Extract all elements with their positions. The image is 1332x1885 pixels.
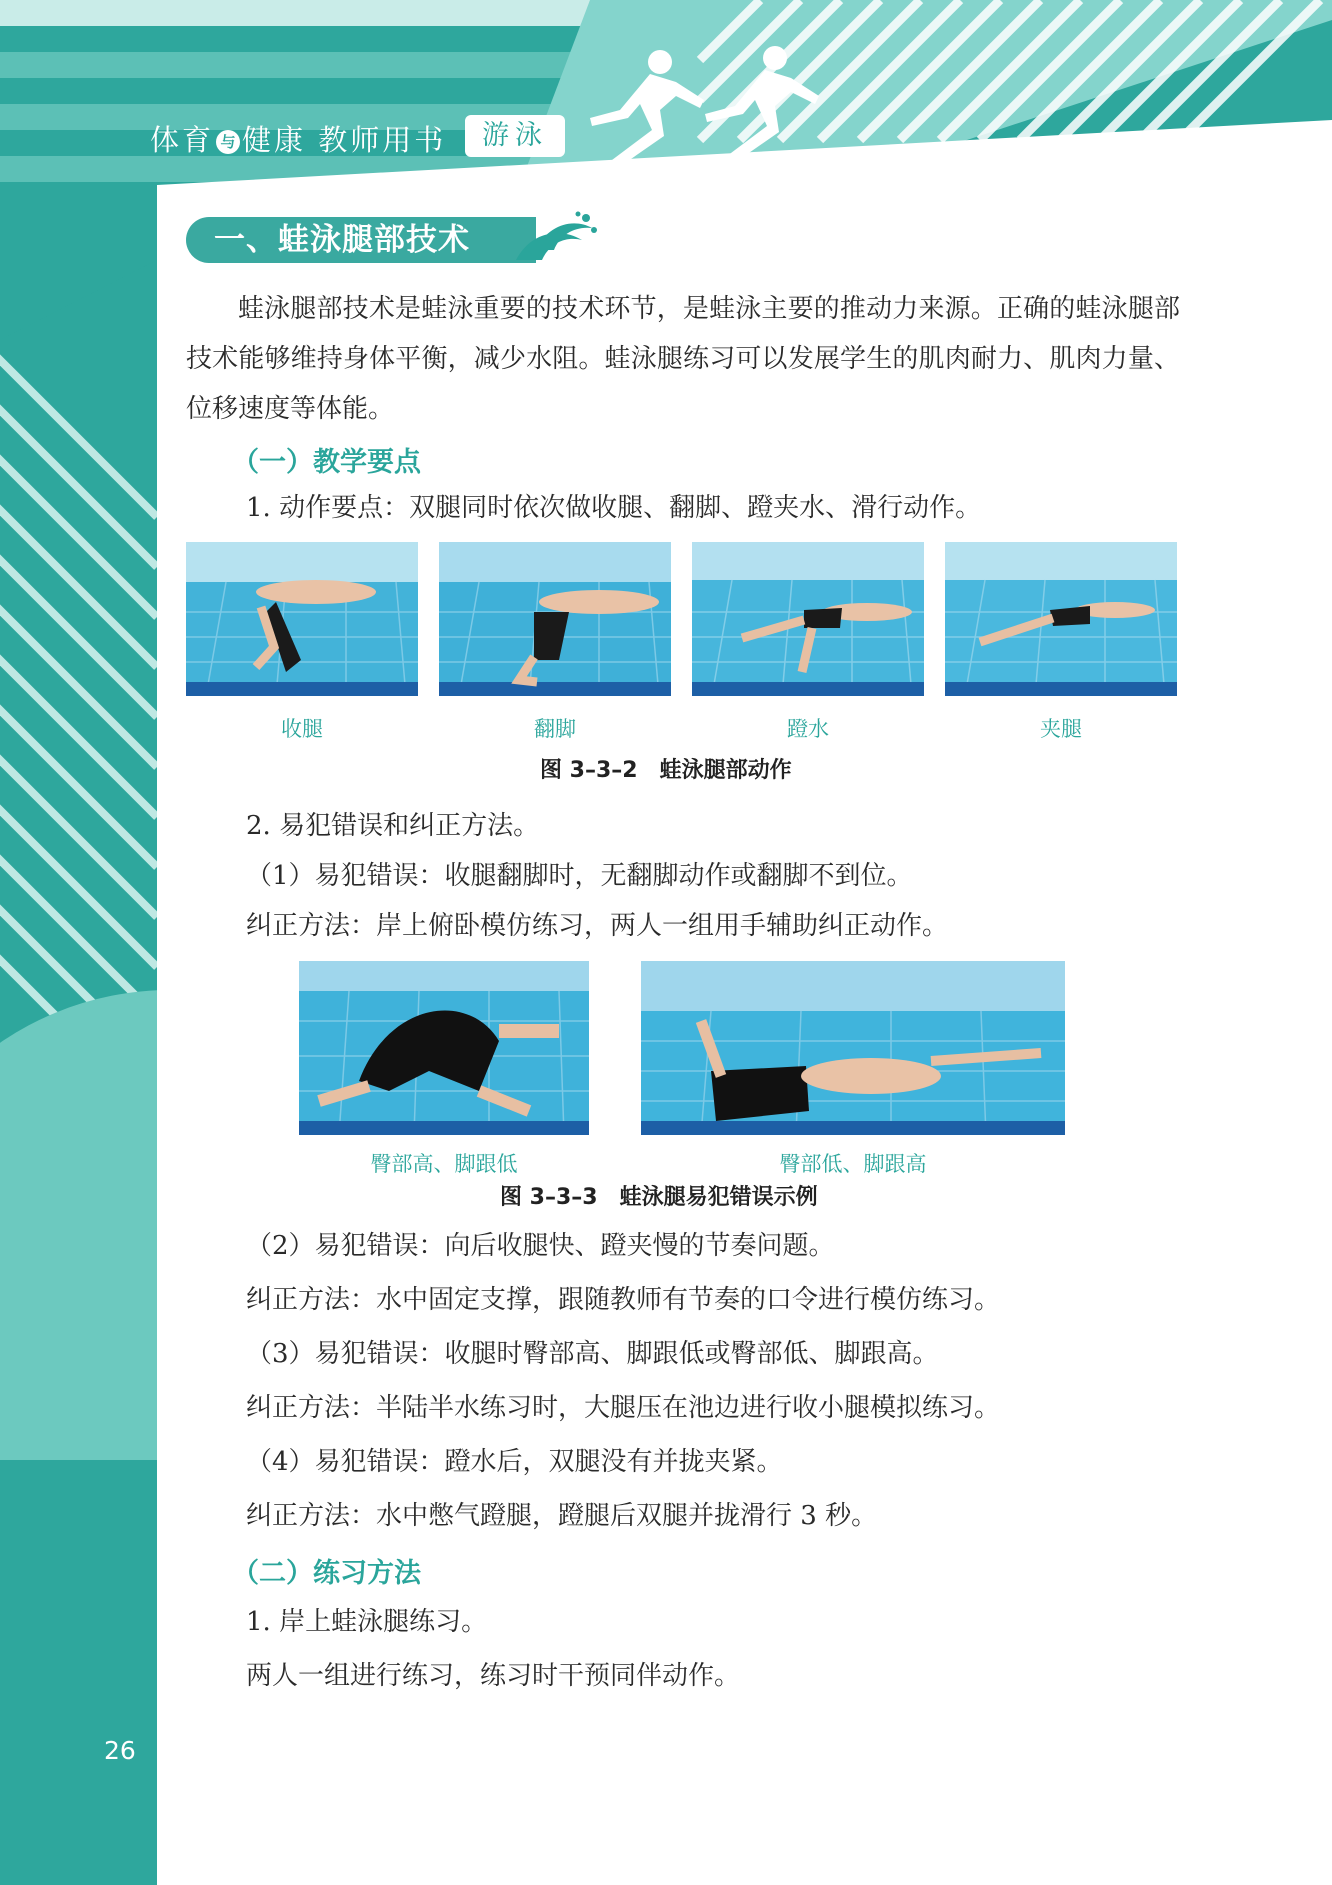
fig1-label-2: 翻脚: [534, 717, 576, 741]
photo-squeeze: [945, 542, 1177, 696]
fix-4: 纠正方法：水中憋气蹬腿，蹬腿后双腿并拢滑行 3 秒。: [246, 1501, 878, 1531]
practice-item-1-desc: 两人一组进行练习，练习时干预同伴动作。: [246, 1661, 741, 1691]
fig1-label-3: 蹬水: [787, 717, 829, 741]
subject-tag: 游泳: [465, 115, 565, 157]
fig1-label-4: 夹腿: [1040, 717, 1082, 741]
figure-2-caption: 图 3–3–3 蛙泳腿易犯错误示例: [500, 1185, 818, 1210]
photo-foot-turn: [439, 542, 671, 696]
intro-paragraph: 蛙泳腿部技术是蛙泳重要的技术环节，是蛙泳主要的推动力来源。正确的蛙泳腿部技术能够维持身体平衡，减少水阻。蛙泳腿练习可以发展学生的肌肉耐力、肌肉力量、位移速度等体能。: [186, 294, 1180, 424]
point-2: 2. 易犯错误和纠正方法。: [246, 811, 540, 841]
section-title: 一、蛙泳腿部技术: [186, 217, 536, 263]
fix-2: 纠正方法：水中固定支撑，跟随教师有节奏的口令进行模仿练习。: [246, 1285, 1001, 1315]
photo-hips-high: [299, 961, 589, 1135]
title-connector: 与: [216, 130, 240, 154]
fig1-label-1: 收腿: [281, 717, 323, 741]
error-3: （3）易犯错误：收腿时臀部高、脚跟低或臀部低、脚跟高。: [246, 1339, 939, 1369]
practice-heading: （二）练习方法: [232, 1558, 421, 1589]
error-4: （4）易犯错误：蹬水后，双腿没有并拢夹紧。: [246, 1447, 783, 1477]
fix-3: 纠正方法：半陆半水练习时，大腿压在池边进行收小腿模拟练习。: [246, 1393, 1001, 1423]
teaching-points-heading: （一）教学要点: [232, 447, 421, 478]
page-number: 26: [104, 1736, 136, 1765]
fix-1: 纠正方法：岸上俯卧模仿练习，两人一组用手辅助纠正动作。: [246, 911, 949, 941]
photo-hips-low: [641, 961, 1065, 1135]
error-1: （1）易犯错误：收腿翻脚时，无翻脚动作或翻脚不到位。: [246, 861, 913, 891]
fig2-label-2: 臀部低、脚跟高: [779, 1152, 927, 1176]
photo-kick: [692, 542, 924, 696]
side-band: [0, 0, 157, 1885]
practice-item-1: 1. 岸上蛙泳腿练习。: [246, 1607, 488, 1637]
book-title: 体育 与 健康 教师用书: [150, 123, 447, 157]
wave-icon: [512, 210, 598, 268]
error-2: （2）易犯错误：向后收腿快、蹬夹慢的节奏问题。: [246, 1231, 835, 1261]
photo-leg-recovery: [186, 542, 418, 696]
figure-1-caption: 图 3–3–2 蛙泳腿部动作: [540, 758, 792, 783]
fig2-label-1: 臀部高、脚跟低: [370, 1152, 518, 1176]
point-1: 1. 动作要点：双腿同时依次做收腿、翻脚、蹬夹水、滑行动作。: [246, 493, 982, 523]
